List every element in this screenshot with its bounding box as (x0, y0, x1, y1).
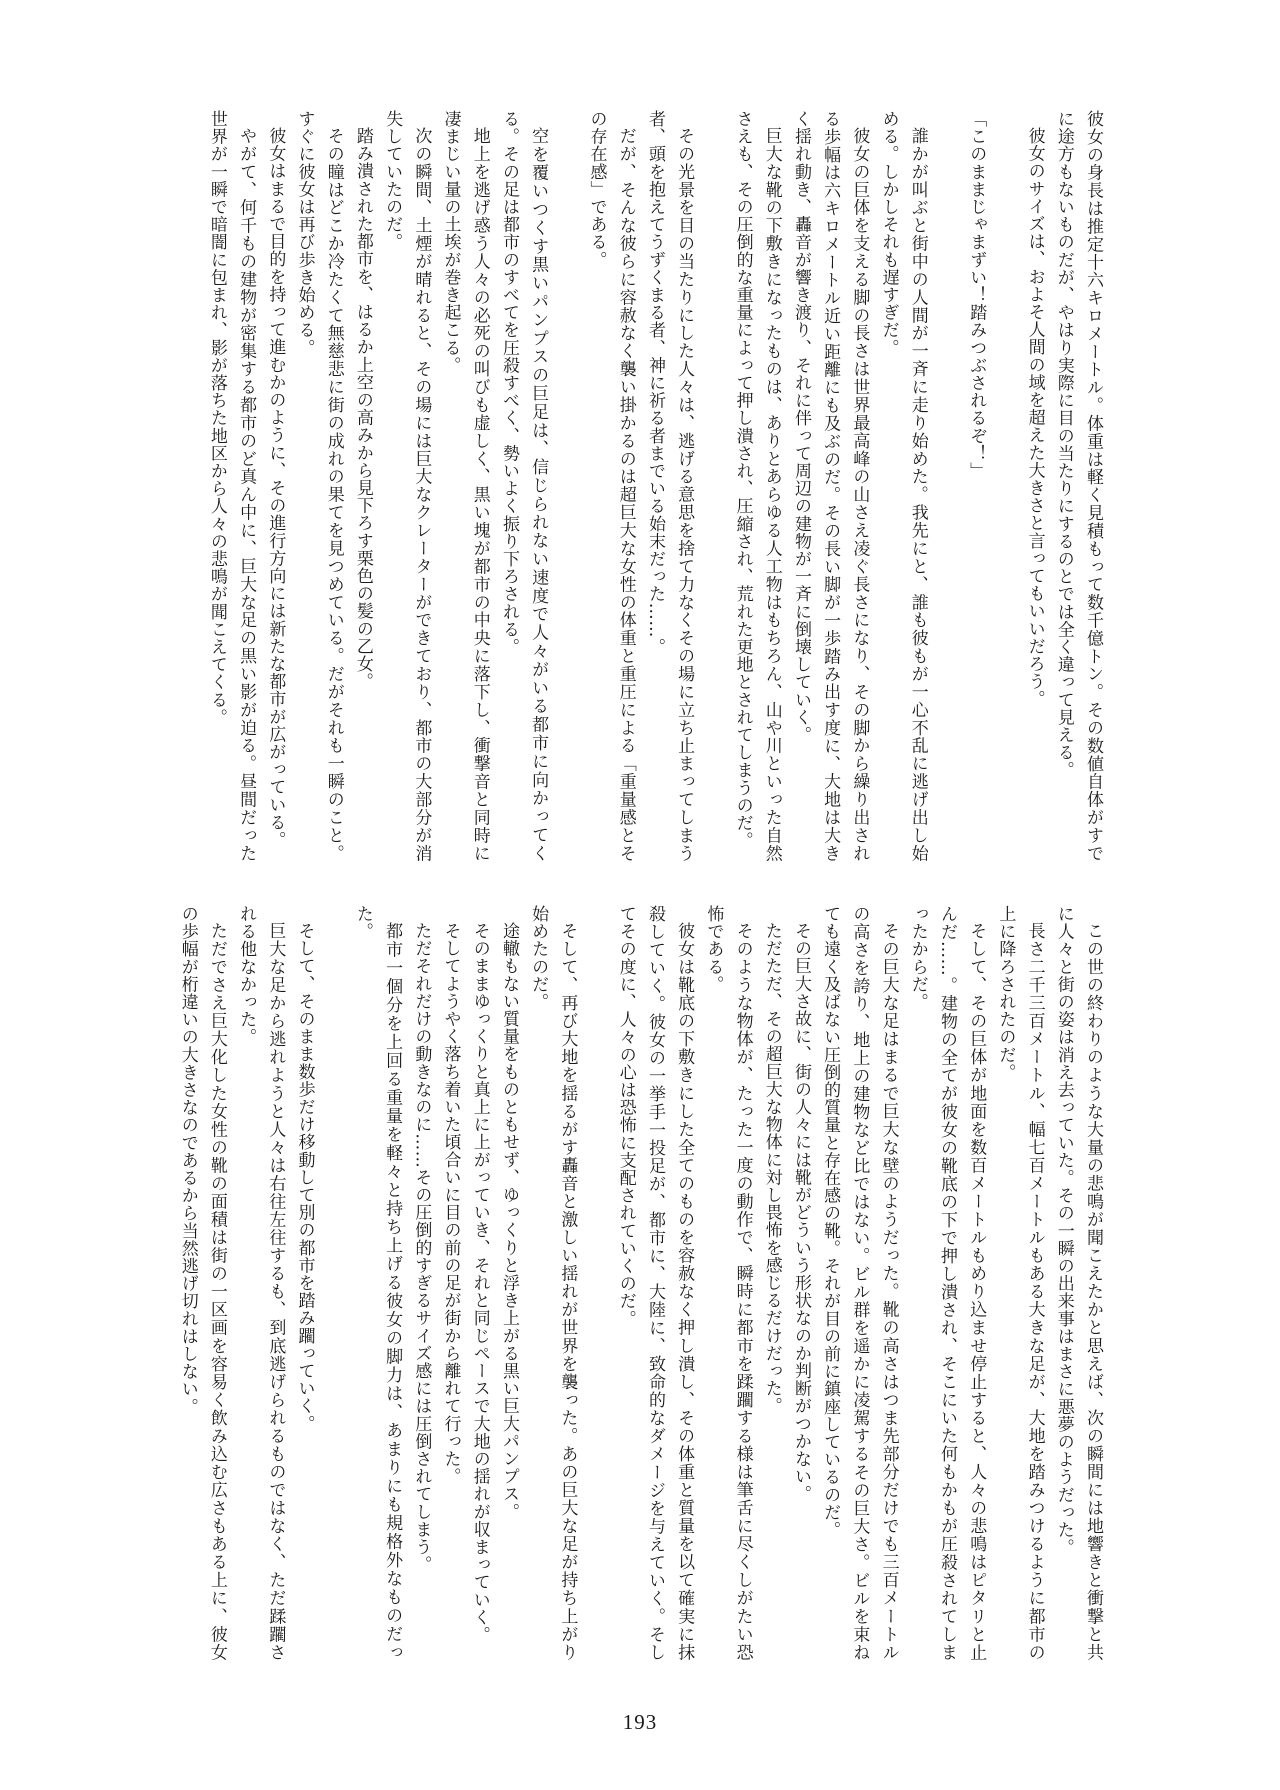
paragraph: その巨大さ故に、街の人々には靴がどういう形状なのか判断がつかない。 (790, 922, 811, 1503)
paragraph: 彼女はまるで目的を持って進むかのように、その進行方向には新たな都市が広がっている。 (265, 127, 286, 849)
paragraph: だが、そんな彼らに容赦なく襲い掛かるのは超巨大な女性の体重と重圧による「重量感とその存在感」である。 (586, 110, 636, 862)
paragraph: ただただ、その超巨大な物体に対し畏怖を感じるだけだった。 (761, 922, 782, 1415)
paragraph: そのような物体が、たった一度の動作で、瞬時に都市を蹂躙する様は筆舌に尽くしがたい恐怖である。 (703, 905, 753, 1661)
paragraph: やがて、何千もの建物が密集する都市のど真ん中に、巨大な足の黒い影が迫る。昼間だった世界が一瞬で暗闇に包まれ、影が落ちた地区から人々の悲鳴が聞こえてくる。 (206, 110, 257, 862)
paragraph: そのままゆっくりと真上に上がっていき、それと同じペースで大地の揺れが収まっていく。 (469, 922, 490, 1644)
paragraph: 彼女の身長は推定十六キロメートル。体重は軽く見積もって数千億トン。その数値自体がすでに途方もないものだが、やはり実際に目の当たりにするのとでは全く違って見える。 (1053, 110, 1103, 862)
paragraph: 彼女のサイズは、およそ人間の域を超えた大きさと言ってもいいだろう。 (1024, 127, 1045, 708)
page-number: 193 (622, 1710, 658, 1734)
paragraph: ただでさえ巨大化した女性の靴の面積は街の一区画を容易く飲み込む広さもある上に、彼女の歩幅が桁違いの大きさなのであるから当然逃げ切れはしない。 (177, 905, 227, 1661)
paragraph: 彼女は靴底の下敷きにした全てのものを容赦なく押し潰し、その体重と質量を以て確実に抹殺していく。彼女の一挙手一投足が、都市に、大陸に、致命的なダメージを与えていく。そしてその度に、人々の心は恐怖に支配されていくのだ。 (615, 905, 695, 1661)
paragraph: 地上を逃げ惑う人々の必死の叫びも虚しく、黒い塊が都市の中央に落下し、衝撃音と同時に凄まじい量の土埃が巻き起こる。 (440, 110, 490, 862)
paragraph: この世の終わりのような大量の悲鳴が聞こえたかと思えば、次の瞬間には地響きと衝撃と共に人々と街の姿は消え去っていた。その一瞬の出来事はまさに悪夢のようだった。 (1053, 905, 1103, 1661)
paragraph: 巨大な靴の下敷きになったものは、ありとあらゆる人工物はもちろん、山や川といった自然さえも、その圧倒的な重量によって押し潰され、圧縮され、荒れた更地とされてしまうのだ。 (732, 110, 782, 862)
blank-line (990, 110, 1019, 862)
paragraph: 都市一個分を上回る重量を軽々と持ち上げる彼女の脚力は、あまりにも規格外なものだった。 (352, 905, 403, 1661)
paragraph: そして、再び大地を揺るがす轟音と激しい揺れが世界を襲った。あの巨大な足が持ち上がり始めたのだ。 (528, 905, 578, 1661)
paragraph: 巨大な足から逃れようと人々は右往左往するも、到底逃げられるものではなく、ただ蹂躙される他なかった。 (236, 905, 286, 1661)
paragraph: そして、その巨体が地面を数百メートルもめり込ませ停止すると、人々の悲鳴はピタリと止んだ……。建物の全てが彼女の靴底の下で押し潰され、そこにいた何もかもが圧殺されてしまったからだ。 (907, 905, 987, 1661)
paragraph: 「このままじゃまずい！踏みつぶされるぞ！」 (966, 110, 987, 480)
paragraph: 空を覆いつくす黒いパンプスの巨足は、信じられない速度で人々がいる都市に向かってくる。その足は都市のすべてを圧殺すべく、勢いよく振り下ろされる。 (498, 110, 549, 862)
paragraph: その瞳はどこか冷たくて無慈悲に街の成れの果てを見つめている。だがそれも一瞬のこと。すぐに彼女は再び歩き始める。 (294, 110, 344, 862)
blank-line (581, 905, 610, 1661)
paragraph: そしてようやく落ち着いた頃合いに目の前の足が街から離れて行った。 (440, 922, 461, 1486)
blank-line (932, 110, 961, 862)
paragraph: そして、そのまま数歩だけ移動して別の都市を踏み躙っていく。 (294, 922, 315, 1433)
paragraph: 途轍もない質量をものともせず、ゆっくりと浮き上がる黒い巨大パンプス。 (498, 922, 519, 1521)
paragraph: 長さ二千三百メートル、幅七百メートルもある大きな足が、大地を踏みつけるように都市の上に降ろされたのだ。 (995, 905, 1045, 1661)
paragraph: 次の瞬間、土煙が晴れると、その場には巨大なクレーターができており、都市の大部分が消失していたのだ。 (382, 110, 432, 862)
paragraph: 彼女の巨体を支える脚の長さは世界最高峰の山さえ凌ぐ長さになり、その脚から繰り出される歩幅は六キロメートル近い距離にも及ぶのだ。その長い脚が一歩踏み出す度に、大地は大きく揺れ動き、轟音が響き渡り、それに伴って周辺の建物が一斉に倒壊していく。 (790, 110, 870, 862)
paragraph: その巨大な足はまるで巨大な壁のようだった。靴の高さはつま先部分だけでも三百メートルの高さを誇り、地上の建物など比ではない。ビル群を遥かに凌駕するその巨大さ。ビルを束ねても遠く及ばない圧倒的質量と存在感の靴。それが目の前に鎮座しているのだ。 (820, 905, 899, 1661)
paragraph: 誰かが叫ぶと街中の人間が一斉に走り始めた。我先にと、誰も彼もが一心不乱に逃げ出し始める。しかしそれも遅すぎだ。 (878, 110, 928, 862)
blank-line (319, 905, 348, 1661)
blank-line (698, 110, 727, 862)
paragraph: 踏み潰された都市を、はるか上空の高みから見下ろす栗色の髪の乙女。 (352, 127, 373, 691)
text-block-upper (190, 110, 1107, 862)
paragraph: ただそれだけの動きなのに……その圧倒的すぎるサイズ感には圧倒されてしまう。 (411, 922, 432, 1574)
blank-line (552, 110, 581, 862)
paragraph: その光景を目の当たりにした人々は、逃げる意思を捨て力なくその場に立ち止まってしまう者、頭を抱えてうずくまる者、神に祈る者までいる始末だった……。 (644, 110, 695, 862)
text-block-lower (177, 905, 1107, 1661)
